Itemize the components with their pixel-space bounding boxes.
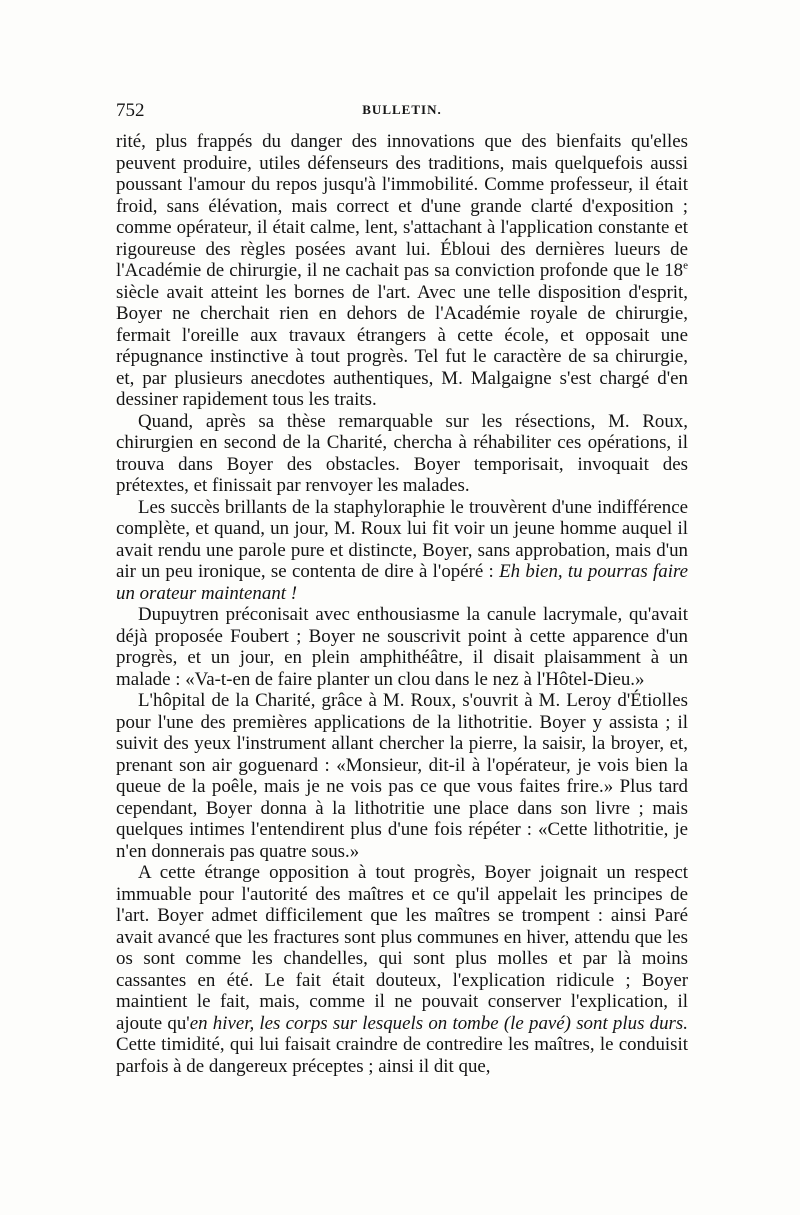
- text-segment: Dupuytren préconisait avec enthousiasme la canule lacrymale, qu'avait déjà proposée Foubert ; Boyer ne souscrivit point à cette apparence d'un progrès, et un jour, en plein amphithéâtre, il disait plaisamment à un malade : «Va-t-en de faire planter un clou dans le nez à l'Hôtel-Dieu.»: [116, 604, 688, 690]
- paragraph: [116, 604, 688, 690]
- body-text: [116, 131, 688, 1077]
- italic-text: Eh bien, tu pourras faire un orateur maintenant !: [116, 561, 688, 604]
- paragraph: [116, 411, 688, 497]
- text-segment: A cette étrange opposition à tout progrès, Boyer joignait un respect immuable pour l'autorité des maîtres et ce qu'il appelait les principes de l'art. Boyer admet difficilement que les maîtres se trompent : ainsi Paré avait avancé que les fractures sont plus communes en hiver, attendu que les os sont comme les chandelles, qui sont plus molles et par là moins cassantes en été. Le fait était douteux, l'explication ridicule ; Boyer maintient le fait, mais, comme il ne pouvait conserver l'explication, il ajoute qu': [116, 862, 688, 1034]
- text-segment: rité, plus frappés du danger des innovations que des bienfaits qu'elles peuvent produire, utiles défenseurs des traditions, mais quelquefois aussi poussant l'amour du repos jusqu'à l'immobilité. Comme professeur, il était froid, sans élévation, mais correct et d'une grande clarté d'exposition ; comme opérateur, il était calme, lent, s'attachant à l'application constante et rigoureuse des règles posées avant lui. Ébloui des dernières lueurs de l'Académie de chirurgie, il ne cachait pas sa conviction profonde que le 18: [116, 131, 688, 281]
- text-segment: siècle avait atteint les bornes de l'art. Avec une telle disposition d'esprit, Boyer ne cherchait rien en dehors de l'Académie royale de chirurgie, fermait l'oreille aux travaux étrangers à cette école, et opposait une répugnance instinctive à tout progrès. Tel fut le caractère de sa chirurgie, et, par plusieurs anecdotes authentiques, M. Malgaigne s'est chargé d'en dessiner rapidement tous les traits.: [116, 281, 688, 410]
- paragraph: [116, 131, 688, 411]
- text-segment: Cette timidité, qui lui faisait craindre de contredire les maîtres, le conduisit parfois à de dangereux préceptes ; ainsi il dit que,: [116, 1034, 688, 1077]
- paragraph: [116, 862, 688, 1077]
- text-segment: Les succès brillants de la staphyloraphie le trouvèrent d'une indifférence complète, et quand, un jour, M. Roux lui fit voir un jeune homme auquel il avait rendu une parole pure et distincte, Boyer, sans approbation, mais d'un air un peu ironique, se contenta de dire à l'opéré :: [116, 496, 688, 582]
- superscript: e: [683, 259, 688, 272]
- paragraph: [116, 690, 688, 862]
- paragraph: [116, 497, 688, 605]
- page-header: [116, 100, 688, 124]
- page-number: 752: [116, 100, 145, 121]
- text-segment: L'hôpital de la Charité, grâce à M. Roux, s'ouvrit à M. Leroy d'Étiolles pour l'une des premières applications de la lithotritie. Boyer y assista ; il suivit des yeux l'instrument allant chercher la pierre, la saisir, la broyer, et, prenant son air goguenard : «Monsieur, dit-il à l'opérateur, je vois bien la queue de la poêle, mais je ne vois pas ce que vous faites frire.» Plus tard cependant, Boyer donna à la lithotritie une place dans son livre ; mais quelques intimes l'entendirent plus d'une fois répéter : «Cette lithotritie, je n'en donnerais pas quatre sous.»: [116, 690, 688, 862]
- running-title: BULLETIN.: [362, 102, 442, 117]
- text-segment: Quand, après sa thèse remarquable sur les résections, M. Roux, chirurgien en second de la Charité, chercha à réhabiliter ces opérations, il trouva dans Boyer des obstacles. Boyer temporisait, invoquait des prétextes, et finissait par renvoyer les malades.: [116, 410, 688, 496]
- italic-text: en hiver, les corps sur lesquels on tombe (le pavé) sont plus durs.: [189, 1012, 688, 1034]
